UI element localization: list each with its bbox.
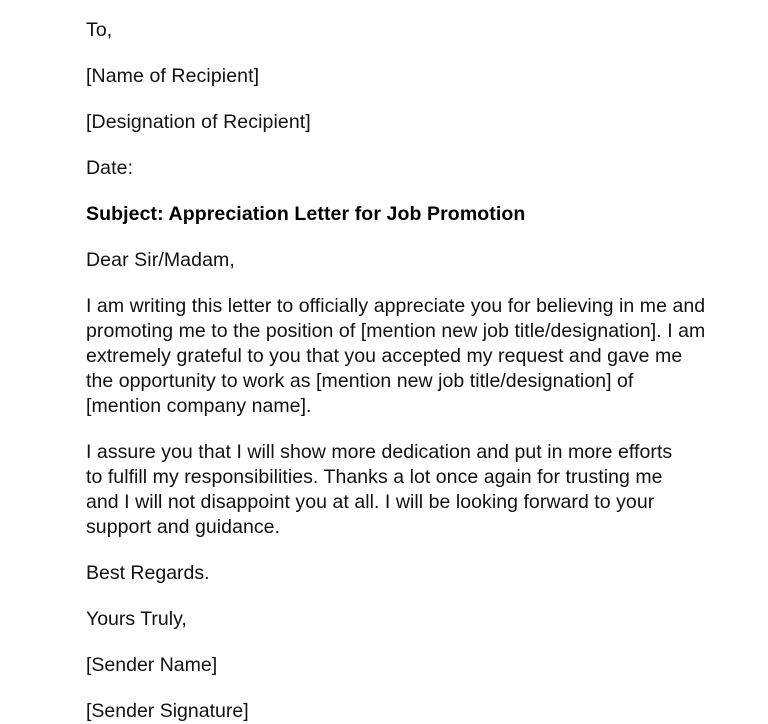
date-label: Date: [86,157,134,179]
body-paragraph-2: I assure you that I will show more dedication and put in more efforts to fulfill my responsibilities. Thanks a lot once again for trusting me and I will not disappoint you at all. I will be looking forward to your support and guidance. [86,441,673,538]
to-label: To, [86,19,113,41]
recipient-name-placeholder: [Name of Recipient] [86,65,260,87]
closing-yours-truly: Yours Truly, [86,608,187,630]
sender-signature-placeholder: [Sender Signature] [86,700,249,722]
salutation: Dear Sir/Madam, [86,249,235,271]
recipient-designation-placeholder: [Designation of Recipient] [86,111,311,133]
body-paragraph-1: I am writing this letter to officially appreciate you for believing in me and promoting me to the position of [mention new job title/designation]. I am extremely grateful to you that you accepted my request and gave me the opportunity to work as [mention new job title/designation] of [mention company name]. [86,295,706,417]
subject-line: Subject: Appreciation Letter for Job Promotion [86,203,526,225]
sender-name-placeholder: [Sender Name] [86,654,218,676]
closing-best-regards: Best Regards. [86,562,210,584]
